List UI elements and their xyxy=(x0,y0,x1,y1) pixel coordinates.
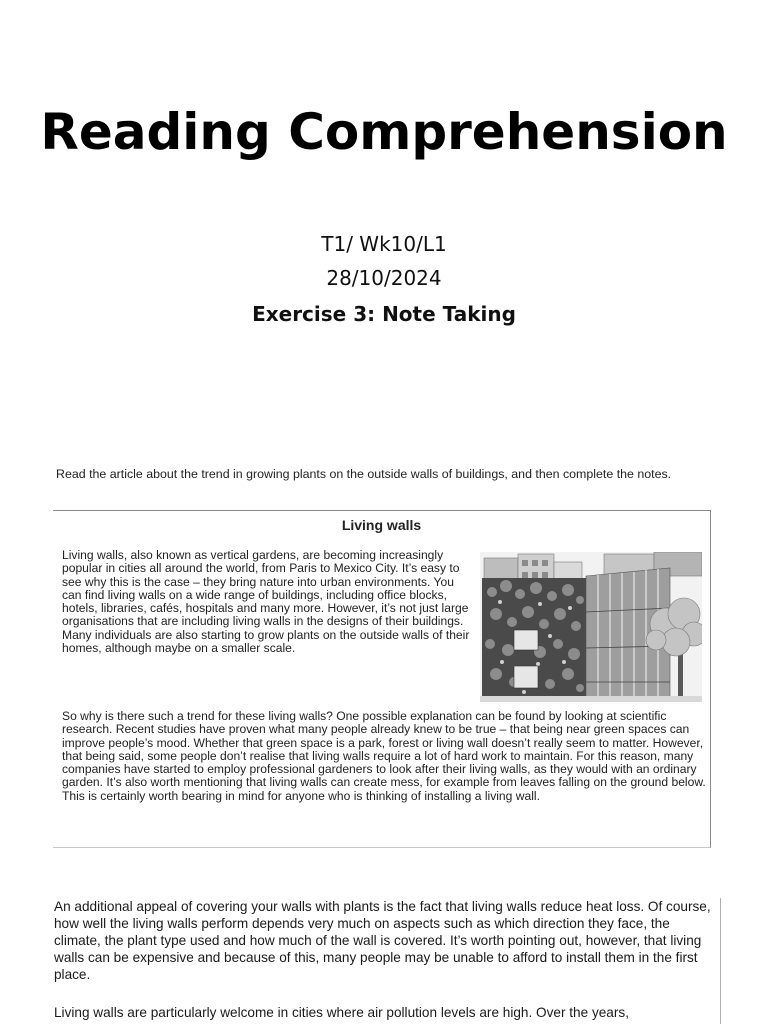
living-wall-illustration xyxy=(480,552,702,702)
article-title: Living walls xyxy=(341,517,422,533)
article-paragraph-4: Living walls are particularly welcome in cities where air pollution levels are high. Over the years, xyxy=(54,1005,629,1020)
slide-title: Reading Comprehension xyxy=(40,103,728,161)
worksheet-instruction: Read the article about the trend in growing plants on the outside walls of buildings, and then complete the notes. xyxy=(56,467,672,481)
article-paragraph-3: An additional appeal of covering your walls with plants is the fact that living walls reduce heat loss. Of course, how well the living walls perform depends very much on aspects such as which direction they face, the climate, the plant type used and how much of the wall is covered. It’s worth pointing out, however, that living walls can be expensive and because of this, many people may be unable to afford to install them in the first place. xyxy=(54,899,711,982)
article-paragraph-1: Living walls, also known as vertical gardens, are becoming increasingly popular in cities all around the world, from Paris to Mexico City. It’s easy to see why this is the case – they bring nature into urban environments. You can find living walls on a wide range of buildings, including office blocks, hotels, libraries, cafés, hospitals and many more. However, it’s not just large organisations that are including living walls in the designs of their buildings. Many individuals are also starting to grow plants on the outside walls of their homes, although maybe on a smaller scale. xyxy=(62,548,470,656)
article-continuation xyxy=(52,898,721,1024)
lesson-code: T1/ Wk10/L1 xyxy=(321,232,447,256)
lesson-date: 28/10/2024 xyxy=(326,266,442,290)
article-box xyxy=(53,510,711,848)
exercise-heading: Exercise 3: Note Taking xyxy=(252,302,516,326)
article-paragraph-2: So why is there such a trend for these living walls? One possible explanation can be found by looking at scientific research. Recent studies have proven what many people already knew to be true – that being near green spaces can improve people’s mood. Whether that green space is a park, forest or living wall doesn’t really seem to matter. However, that being said, some people don’t realise that living walls require a lot of hard work to maintain. For this reason, many companies have started to employ professional gardeners to look after their living walls, as they would with an ordinary garden. It’s also worth mentioning that living walls can create mess, for example from leaves falling on the ground below. This is certainly worth bearing in mind for anyone who is thinking of installing a living wall. xyxy=(62,709,706,803)
